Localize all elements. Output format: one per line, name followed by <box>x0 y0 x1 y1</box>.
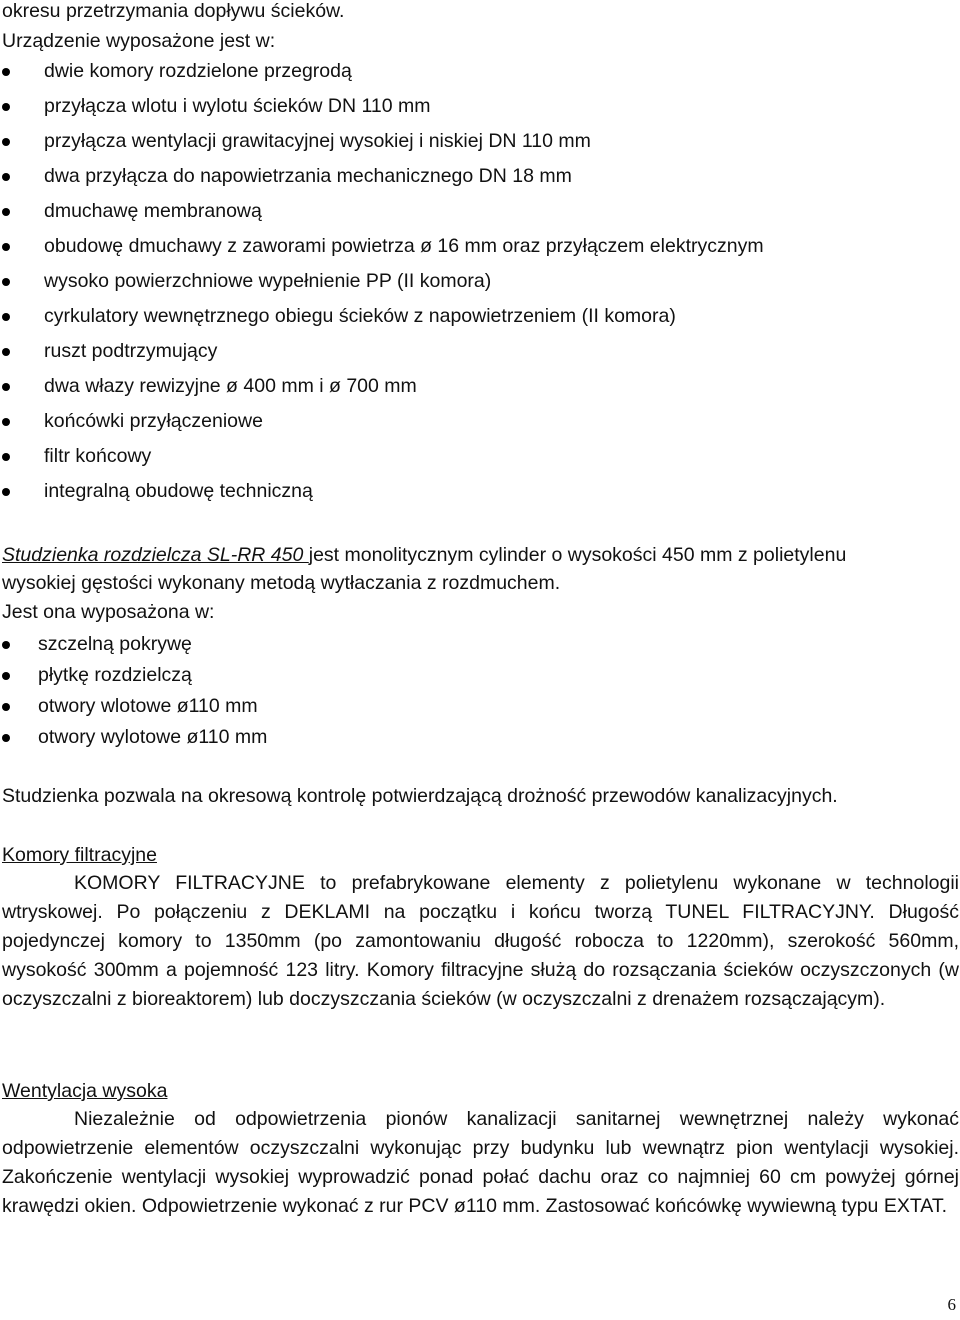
bullet-icon <box>2 173 10 181</box>
studzienka-intro-line: Studzienka rozdzielcza SL-RR 450 jest monolitycznym cylinder o wysokości 450 mm z polietylenu <box>2 544 847 566</box>
bullet-icon <box>2 418 10 426</box>
komory-paragraph: KOMORY FILTRACYJNE to prefabrykowane elementy z polietylenu wykonane w technologii wtryskowej. Po połączeniu z DEKLAMI na początku i końcu tworzą TUNEL FILTRACYJNY. Długość pojedynczej komory to 1350mm (po zamontowaniu długość robocza to 1220mm), szerokość 560mm, wysokość 300mm a pojemność 123 litry. Komory filtracyjne służą do rozsączania ścieków oczyszczonych (w oczyszczalni z bioreaktorem) lub doczyszczania ścieków (w oczyszczalni z drenażem rozsączającym). <box>2 872 959 1010</box>
bullet-icon <box>2 208 10 216</box>
bullet-icon <box>2 348 10 356</box>
wentylacja-paragraph: Niezależnie od odpowietrzenia pionów kanalizacji sanitarnej wewnętrznej należy wykonać odpowietrzenie elementów oczyszczalni wykonując przy budynku lub wewnątrz pion wentylacji wysokiej. Zakończenie wentylacji wysokiej wyprowadzić ponad połać dachu oraz co najmniej 60 cm powyżej górnej krawędzi okien. Odpowietrzenie wykonać z rur PCV ø110 mm. Zastosować końcówkę wywiewną typu EXTAT. <box>2 1108 959 1217</box>
komory-heading: Komory filtracyjne <box>2 844 157 866</box>
bullet-icon <box>2 383 10 391</box>
bullet-icon <box>2 138 10 146</box>
bullet-icon <box>2 243 10 251</box>
bullet-icon <box>2 103 10 111</box>
intro-line-2: Urządzenie wyposażone jest w: <box>2 30 276 52</box>
bullet-icon <box>2 703 10 711</box>
page-number: 6 <box>947 1295 956 1314</box>
studzienka-line-3: Jest ona wyposażona w: <box>2 601 215 623</box>
bullet-icon <box>2 734 10 742</box>
intro-line-1: okresu przetrzymania dopływu ścieków. <box>2 0 345 22</box>
bullet-icon <box>2 68 10 76</box>
bullet-icon <box>2 641 10 649</box>
bullet-icon <box>2 672 10 680</box>
document-page: okresu przetrzymania dopływu ścieków. Urządzenie wyposażone jest w: dwie komory rozdzielone przegrodą przyłącza wlotu i wylotu ścieków DN 110 mm przyłącza wentylacji grawitacyjnej wysokiej i niskiej DN 110 mm dwa przyłącza do napowietrzania mechanicznego DN 18 mm dmuchawę membranową obudowę dmuchawy z zaworami powietrza ø 16 mm oraz przyłączem elektrycznym wysoko powierzchniowe wypełnienie PP (II komora) cyrkulatory wewnętrznego obiegu ścieków z napowietrzeniem (II komora) ruszt podtrzymujący dwa włazy rewizyjne ø 400 mm i ø 700 mm końcówki przyłączeniowe filtr końcowy integralną obudowę techniczną Studzienka rozdzielcza SL-RR 450 jest monolitycznym cylinder o wysokości 450 mm z polietylenu wysokiej gęstości wykonany metodą wytłaczania z rozdmuchem. Jest ona wyposażona w: szczelną pokrywę płytkę rozdzielczą otwory wlotowe ø110 mm otwory wylotowe ø110 mm Studzienka pozwala na okresową kontrolę potwierdzającą drożność przewodów kanalizacyjnych. Komory filtracyjne KOMORY FILTRACYJNE to prefabrykowane elementy z polietylenu wykonane w technologii wtryskowej. Po połączeniu z DEKLAMI na początku i końcu tworzą TUNEL FILTRACYJNY. Długość pojedynczej komory to 1350mm (po zamontowaniu długość robocza to 1220mm), szerokość 560mm, wysokość 300mm a pojemność 123 litry. Komory filtracyjne służą do rozsączania ścieków oczyszczonych (w oczyszczalni z bioreaktorem) lub doczyszczania ścieków (w oczyszczalni z drenażem rozsączającym). Wentylacja wysoka Niezależnie od odpowietrzenia pionów kanalizacji sanitarnej wewnętrznej należy wykonać odpowietrzenie elementów oczyszczalni wykonując przy budynku lub wewnątrz pion wentylacji wysokiej. Zakończenie wentylacji wysokiej wyprowadzić ponad połać dachu oraz co najmniej 60 cm powyżej górnej krawędzi okien. Odpowietrzenie wykonać z rur PCV ø110 mm. Zastosować końcówkę wywiewną typu EXTAT. 6 <box>0 0 960 1312</box>
studzienka-line-2: wysokiej gęstości wykonany metodą wytłaczania z rozdmuchem. <box>2 572 561 594</box>
wentylacja-heading: Wentylacja wysoka <box>2 1080 168 1102</box>
bullet-icon <box>2 488 10 496</box>
studzienka-summary: Studzienka pozwala na okresową kontrolę potwierdzającą drożność przewodów kanalizacyjnych. <box>2 785 838 807</box>
bullet-icon <box>2 453 10 461</box>
studzienka-title: Studzienka rozdzielcza SL-RR 450 <box>2 544 309 566</box>
bullet-icon <box>2 313 10 321</box>
bullet-icon <box>2 278 10 286</box>
